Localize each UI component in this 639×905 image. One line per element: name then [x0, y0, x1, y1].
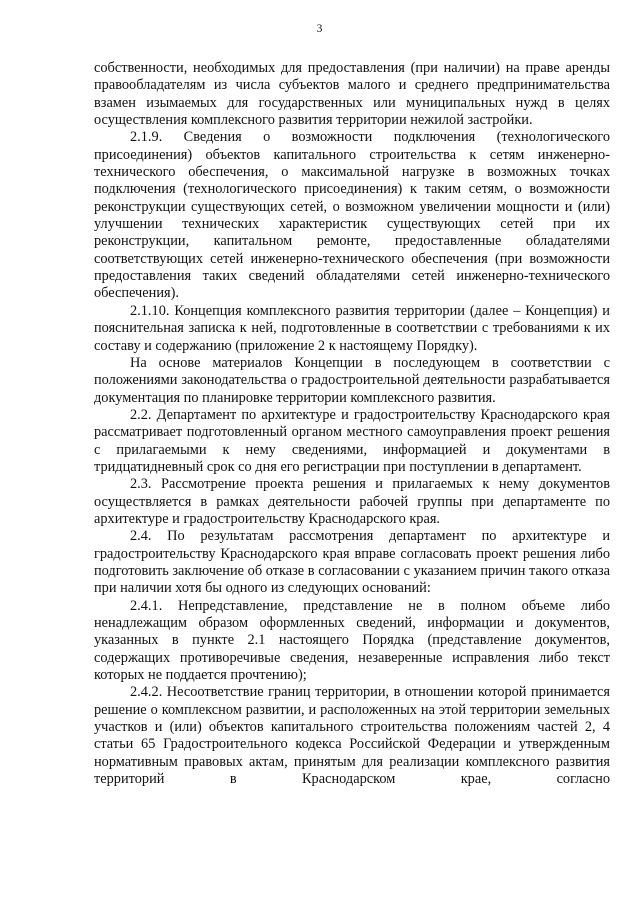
- document-body: [94, 60, 610, 788]
- paragraph-2-3: 2.3. Рассмотрение проекта решения и прилагаемых к нему документов осуществляется в рамках деятельности рабочей группы при департаменте по архитектуре и градостроительству Краснодарского края.: [94, 476, 610, 527]
- paragraph-2-1-9: 2.1.9. Сведения о возможности подключения (технологического присоединения) объектов капитального строительства к сетям инженерно-технического обеспечения, о максимальной нагрузке в возможных точках подключения (технологического присоединения) к таким сетям, о возможности реконструкции существующих сетей, о возможном увеличении мощности и (или) улучшении технических характеристик существующих сетей при их реконструкции, капитальном ремонте, предоставленные обладателями соответствующих сетей инженерно-технического обеспечения (при возможности предоставления таких сведений обладателями сетей инженерно-технического обеспечения).: [94, 129, 610, 302]
- paragraph-concept-basis: На основе материалов Концепции в последующем в соответствии с положениями законодательства о градостроительной деятельности разрабатывается документация по планировке территории комплексного развития.: [94, 354, 610, 406]
- paragraph-2-4-1: 2.4.1. Непредставление, представление не в полном объеме либо ненадлежащим образом оформленных сведений, информации и документов, указанных в пункте 2.1 настоящего Порядка (представление документов, содержащих противоречивые сведения, незаверенные исправления либо текст которых не поддается прочтению);: [94, 597, 610, 684]
- paragraph-2-2: 2.2. Департамент по архитектуре и градостроительству Краснодарского края рассматривает подготовленный органом местного самоуправления проект решения с прилагаемыми к нему сведениями, информацией и документами в тридцатидневный срок со дня его регистрации при поступлении в департамент.: [94, 406, 610, 475]
- paragraph-2-1-10: 2.1.10. Концепция комплексного развития территории (далее – Концепция) и пояснительная записка к ней, подготовленные в соответствии с требованиями к их составу и содержанию (приложение 2 к настоящему Порядку).: [94, 302, 610, 354]
- paragraph-2-4-2: 2.4.2. Несоответствие границ территории, в отношении которой принимается решение о комплексном развитии, и расположенных на этой территории земельных участков и (или) объектов капитального строительства положениям частей 2, 4 статьи 65 Градостроительного кодекса Российской Федерации и утвержденным нормативным правовых актам, принятым для реализации комплексного развития территорий в Краснодарском крае, согласно: [94, 684, 610, 788]
- paragraph-1: собственности, необходимых для предоставления (при наличии) на праве аренды правообладателям из числа субъектов малого и среднего предпринимательства взамен изымаемых для государственных или муниципальных нужд в целях осуществления комплексного развития территории нежилой застройки.: [94, 60, 610, 129]
- paragraph-2-4: 2.4. По результатам рассмотрения департамент по архитектуре и градостроительству Краснодарского края вправе согласовать проект решения либо подготовить заключение об отказе в согласовании с указанием причин такого отказа при наличии хотя бы одного из следующих оснований:: [94, 528, 610, 597]
- page-number: 3: [316, 23, 323, 35]
